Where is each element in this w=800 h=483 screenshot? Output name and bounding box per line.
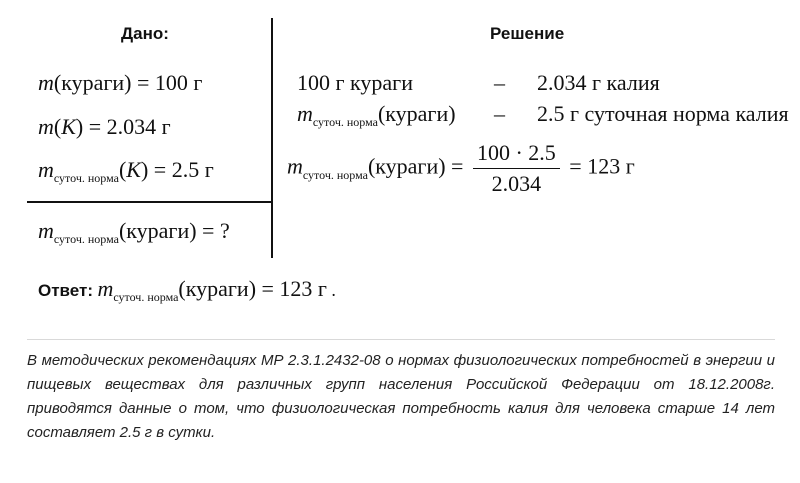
given-line-mass: m(кураги) = 100 г — [38, 70, 203, 95]
answer-label: Ответ: — [38, 281, 93, 300]
given-line-sub: суточ. норма — [53, 171, 119, 185]
given-line-var: m — [38, 157, 54, 182]
answer-line: Ответ: $m_{суточ. норма}(кураги) = 123$ г . — [38, 276, 336, 304]
given-line-var: m — [38, 114, 54, 139]
given-line-arg: K — [126, 157, 141, 182]
answer-var: m — [97, 276, 114, 301]
given-divider — [27, 201, 272, 203]
solution-row-var: m — [297, 101, 313, 126]
source-note: В методических рекомендациях МР 2.3.1.2432-08 о нормах физиологических потребностей в энергии и пищевых веществах для различных групп населения Российской Федерации от 18.12.2008г. приводятся данные о том, что физиологическая потребность калия для человека старше 14 лет составляет 2.5 г в сутки. — [27, 352, 775, 441]
answer-period: . — [331, 280, 336, 300]
formula-sub: суточ. норма — [302, 167, 368, 182]
answer-arg: кураги — [185, 276, 249, 301]
solution-formula: $m_{суточ. норма}(кураги)$ = $\frac{100 \cdot 2.5}{2.034}$ = 123 г — [287, 140, 635, 196]
unknown-value: ? — [219, 218, 230, 243]
unknown-sub: суточ. норма — [53, 232, 119, 246]
given-line-arg: кураги — [61, 70, 125, 95]
formula-fraction — [473, 140, 560, 197]
given-line-value: 100 г — [154, 70, 203, 95]
given-line-value: 2.5 г — [171, 157, 214, 182]
unknown-arg: кураги — [126, 218, 190, 243]
solution-heading: Решение — [490, 24, 565, 43]
formula-arg: кураги — [375, 153, 439, 179]
solution-row-right — [537, 70, 660, 96]
solution-row-text: г калия — [592, 70, 660, 95]
solution-row-sub: суточ. норма — [312, 115, 378, 129]
solution-row-dash: – — [494, 101, 505, 126]
note-separator — [27, 339, 775, 340]
solution-row-right — [537, 101, 789, 127]
given-unknown: $m_{суточ. норма}(кураги)$ = ? — [38, 218, 230, 246]
unknown-var: m — [38, 218, 54, 243]
answer-value: = 123 г — [261, 276, 327, 301]
given-line-potassium: m(K) = 2.034 г — [38, 114, 171, 139]
solution-row-text: г суточная норма калия — [570, 101, 789, 126]
solution-row-number: 2.034 — [537, 70, 587, 95]
formula-denominator: 2.034 — [491, 171, 542, 196]
formula-numerator: 100 · 2.5 — [473, 140, 560, 169]
solution-row-arg: кураги — [385, 101, 449, 126]
formula-result: = 123 г — [569, 153, 635, 179]
given-heading: Дано: — [121, 24, 169, 43]
solution-row-left: $m_{суточ. норма}(кураги)$ — [297, 101, 456, 129]
solution-row-left: 100 г кураги — [297, 70, 413, 95]
given-line-daily-norm: $m_{суточ. норма}(K) = 2.5$ г — [38, 157, 214, 185]
vertical-divider — [271, 18, 273, 258]
formula-var: m — [287, 153, 303, 179]
answer-sub: суточ. норма — [113, 290, 179, 304]
solution-row-number: 2.5 — [537, 101, 565, 126]
given-line-var: m — [38, 70, 54, 95]
given-line-value: 2.034 г — [106, 114, 171, 139]
given-line-arg: K — [61, 114, 76, 139]
solution-row-dash: – — [494, 70, 505, 95]
